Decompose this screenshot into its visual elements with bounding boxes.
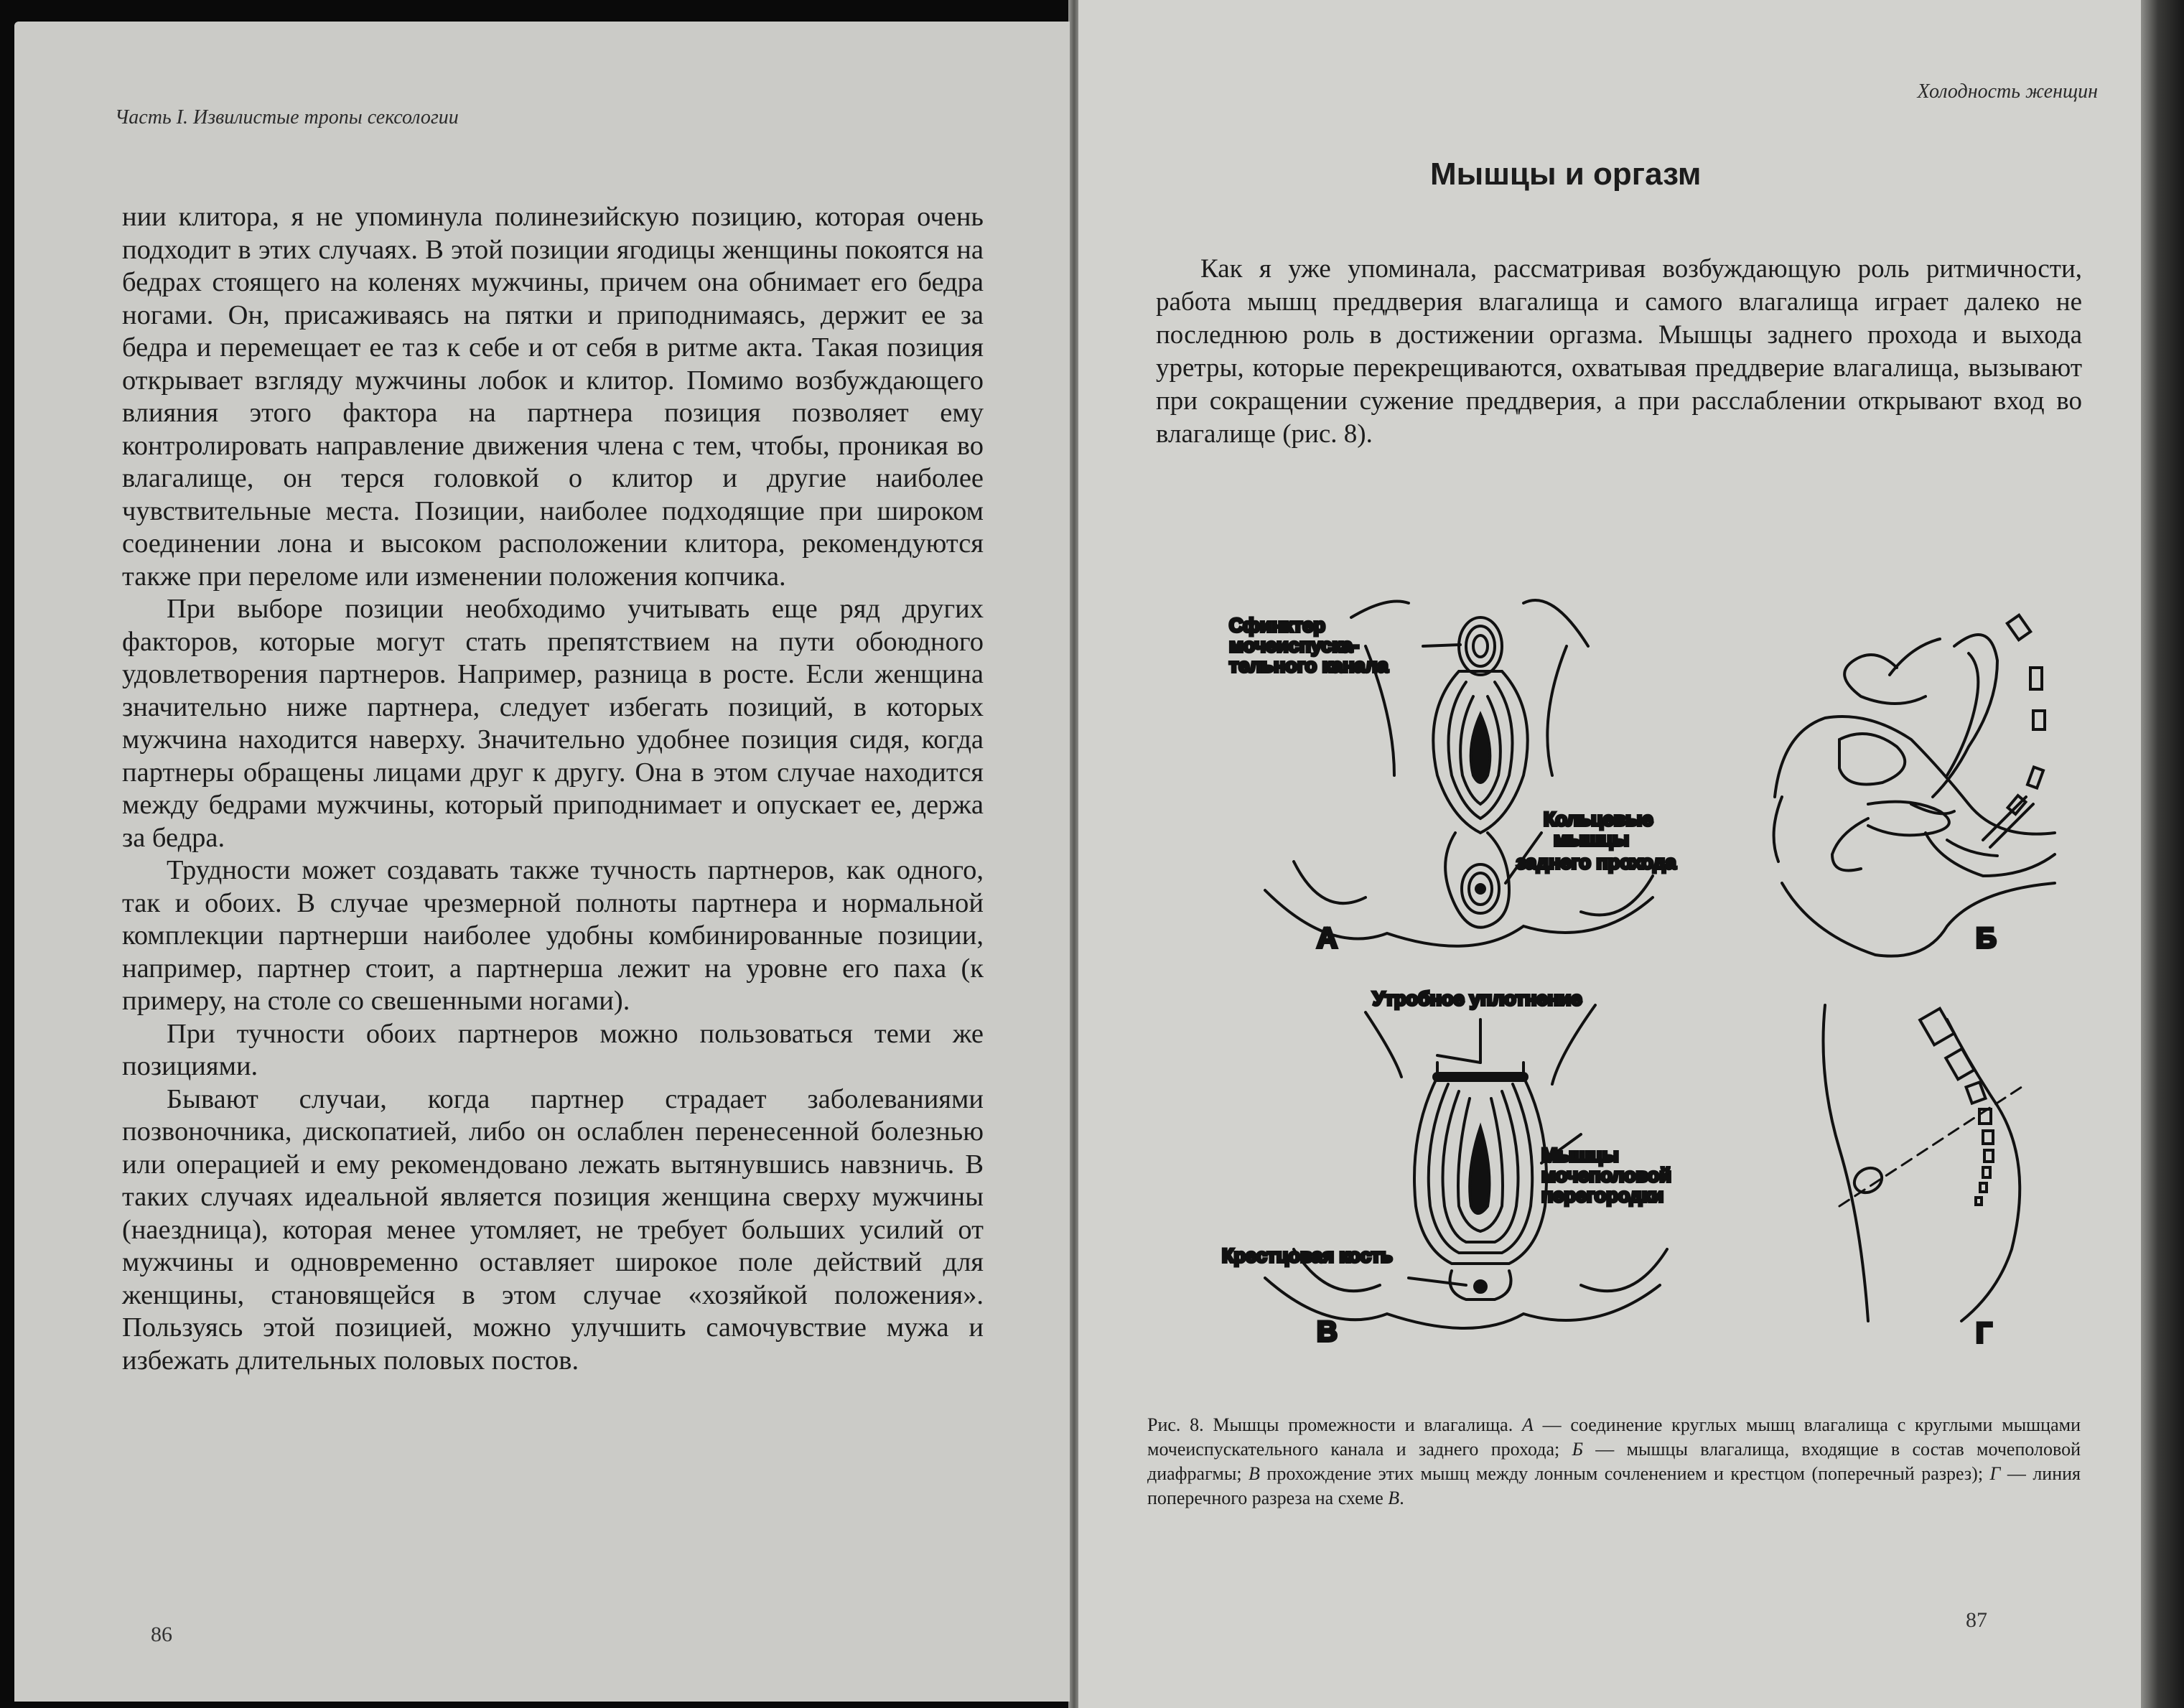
panel-letter-g: Г	[1976, 1317, 1992, 1349]
label-ring-muscles-2: мышцы	[1554, 829, 1630, 850]
paragraph: При тучности обоих партнеров можно пользоваться теми же позициями.	[122, 1018, 984, 1081]
label-urogenital-muscles-2: мочеполовой	[1541, 1165, 1671, 1186]
label-ring-muscles: Кольцевые	[1544, 808, 1653, 830]
figure-8	[1150, 560, 2098, 1386]
section-title: Мышцы и оргазм	[1430, 157, 1702, 192]
panel-g-drawing	[1824, 1005, 2027, 1321]
paragraph: Трудности может создавать также тучность партнеров, как одного, так и обоих. В случае чрезмерной полноты партнера и нормальной комплекции партнерши наиболее удобны комбинированные позиции, например, партнер стоит, а партнерша лежит на уровне его паха (к примеру, на столе со свешенными ногами).	[122, 855, 984, 1016]
label-sphincter-2: мочеиспуска-	[1229, 635, 1359, 656]
label-sphincter: Сфинктер	[1229, 615, 1325, 636]
label-urogenital-muscles: Мышцы	[1541, 1144, 1619, 1166]
caption-letter: А	[1521, 1414, 1534, 1435]
caption-part: — соединение круглых мышц влагалища с круглыми мышцами мочеиспускательного канала и заднего прохода;	[1147, 1414, 2081, 1460]
caption-part: прохождение этих мышц между лонным сочленением и крестцом (поперечный разрез);	[1259, 1463, 1990, 1484]
caption-letter: Г	[1989, 1463, 2001, 1484]
book-page-edges	[2141, 0, 2184, 1708]
label-sphincter-3: тельного канала	[1229, 655, 1389, 676]
label-sacrum: Крестцовая кость	[1222, 1245, 1393, 1266]
caption-letter: В	[1249, 1463, 1260, 1484]
paragraph: При выборе позиции необходимо учитывать еще ряд других факторов, которые могут стать препятствием на пути обоюдного удовлетворения партнеров. Например, разница в росте. Если женщина значительно ниже партнера, следует избегать позиций, в которых мужчина находится наверху. Значительно удобнее позиция сидя, когда партнеры обращены лицами друг к другу. Она в этом случае находится между бедрами мужчины, который приподнимает и опускает ее, держа за бедра.	[122, 594, 984, 853]
paragraph: нии клитора, я не упоминула полинезийскую позицию, которая очень подходит в этих случаях. В этой позиции ягодицы женщины покоятся на бедрах стоящего на коленях мужчины, причем она обнимает его бедра ногами. Он, присаживаясь на пятки и приподнимаясь, держит ее за бедра и перемещает ее таз к себе и от себя в ритме акта. Такая позиция открывает взгляду мужчины лобок и клитор. Помимо возбуждающего влияния этого фактора на партнера позиция позволяет ему контролировать направление движения члена с тем, чтобы, проникая во влагалище, он терся головкой о клитор и другие наиболее чувствительные места. Позиции, наиболее подходящие при широком соединении лона и высоком расположении клитора, рекомендуются также при переломе или изменении положения копчика.	[122, 202, 984, 592]
left-page	[14, 22, 1070, 1702]
figure-caption	[1147, 1413, 2081, 1511]
paragraph: Бывают случаи, когда партнер страдает заболеваниями позвоночника, дископатией, либо он ослаблен перенесенной болезнью или операцией и ему рекомендовано лежать вытянувшись навзничь. В таких случаях идеальной является позиция женщина сверху мужчины (наездница), которая менее утомляет, не требует больших усилий от мужчины и одновременно оставляет широкое поле действий для женщины, становящейся в этом случае «хозяйкой положения». Пользуясь этой позицией, можно улучшить самочувствие мужа и избежать длительных половых постов.	[122, 1083, 984, 1376]
running-head-left: Часть I. Извилистые тропы сексологии	[115, 106, 459, 129]
caption-part: Рис. 8. Мышцы промежности и влагалища.	[1147, 1414, 1522, 1435]
panel-letter-v: В	[1317, 1316, 1338, 1348]
right-page	[1078, 0, 2141, 1708]
left-body-text	[122, 201, 984, 1377]
panel-letter-b: Б	[1976, 923, 1997, 954]
label-ring-muscles-3: заднего прохода	[1516, 851, 1676, 873]
running-head-right: Холодность женщин	[1917, 80, 2098, 103]
caption-letter: В	[1388, 1488, 1400, 1508]
page-number-left: 86	[151, 1623, 172, 1646]
label-uterine-thickening: Утробное уплотнение	[1373, 988, 1582, 1009]
caption-letter: Б	[1572, 1439, 1583, 1460]
right-body-text: Как я уже упоминала, рассматривая возбуждающую роль ритмичности, работа мышц преддверия влагалища и самого влагалища играет далеко не последнюю роль в достижении оргазма. Мышцы заднего прохода и выхода уретры, которые перекрещиваются, охватывая преддверие влагалища, вызывают при сокращении сужение преддверия, а при расслаблении открывают вход во влагалище (рис. 8).	[1156, 254, 2082, 449]
panel-letter-a: А	[1317, 923, 1338, 954]
caption-part: — линия поперечного разреза на схеме	[1147, 1463, 2081, 1508]
label-urogenital-muscles-3: перегородки	[1541, 1185, 1664, 1206]
page-number-right: 87	[1966, 1608, 1987, 1632]
panel-b-drawing	[1774, 615, 2055, 956]
caption-part: — мышцы влагалища, входящие в состав мочеполовой диафрагмы;	[1147, 1439, 2081, 1484]
caption-part: .	[1399, 1488, 1404, 1508]
